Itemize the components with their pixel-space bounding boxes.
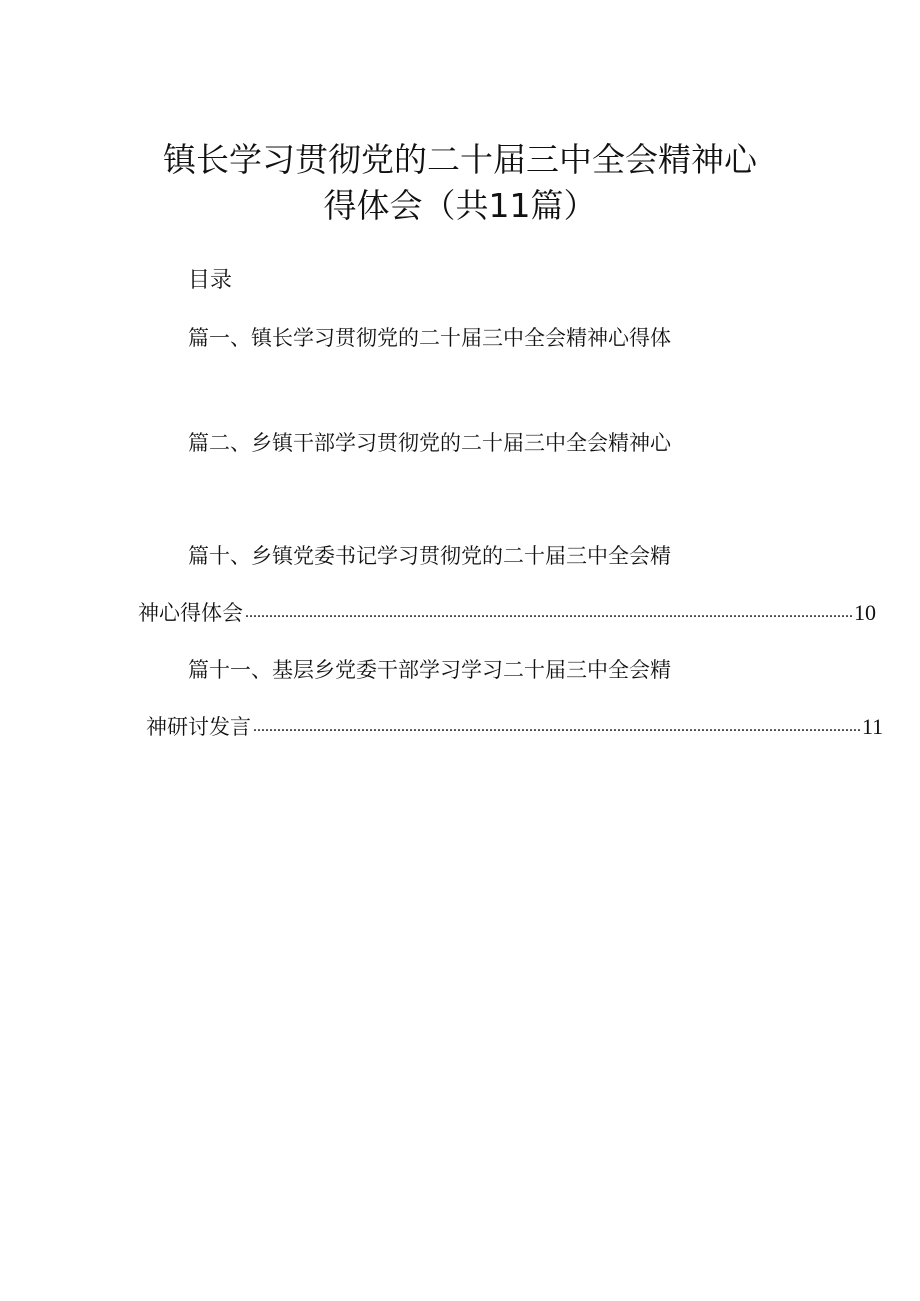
document-title-line-1: 镇长学习贯彻党的二十届三中全会精神心 <box>163 140 757 179</box>
toc-entry-11-line-1[interactable]: 篇十一、基层乡党委干部学习学习二十届三中全会精 <box>188 658 671 682</box>
toc-entry-10-line-2[interactable] <box>138 598 876 628</box>
toc-entry-11-text: 神研讨发言 <box>146 715 251 739</box>
toc-entry-2[interactable]: 篇二、乡镇干部学习贯彻党的二十届三中全会精神心 <box>188 431 671 455</box>
toc-entry-10-page-number: 10 <box>854 600 876 625</box>
dot-leader: ........................................................................................................................................................ <box>253 718 861 735</box>
toc-entry-1[interactable]: 篇一、镇长学习贯彻党的二十届三中全会精神心得体 <box>188 326 671 350</box>
dot-leader: ........................................................................................................................................................ <box>245 604 853 621</box>
toc-entry-11-page-number: 11 <box>862 714 884 739</box>
toc-entry-10-line-1[interactable]: 篇十、乡镇党委书记学习贯彻党的二十届三中全会精 <box>188 544 671 568</box>
toc-entry-11-line-2[interactable] <box>146 712 884 742</box>
toc-entry-10-text: 神心得体会 <box>138 601 243 625</box>
document-title-line-2: 得体会（共11篇） <box>323 186 597 225</box>
toc-heading: 目录 <box>188 268 233 293</box>
